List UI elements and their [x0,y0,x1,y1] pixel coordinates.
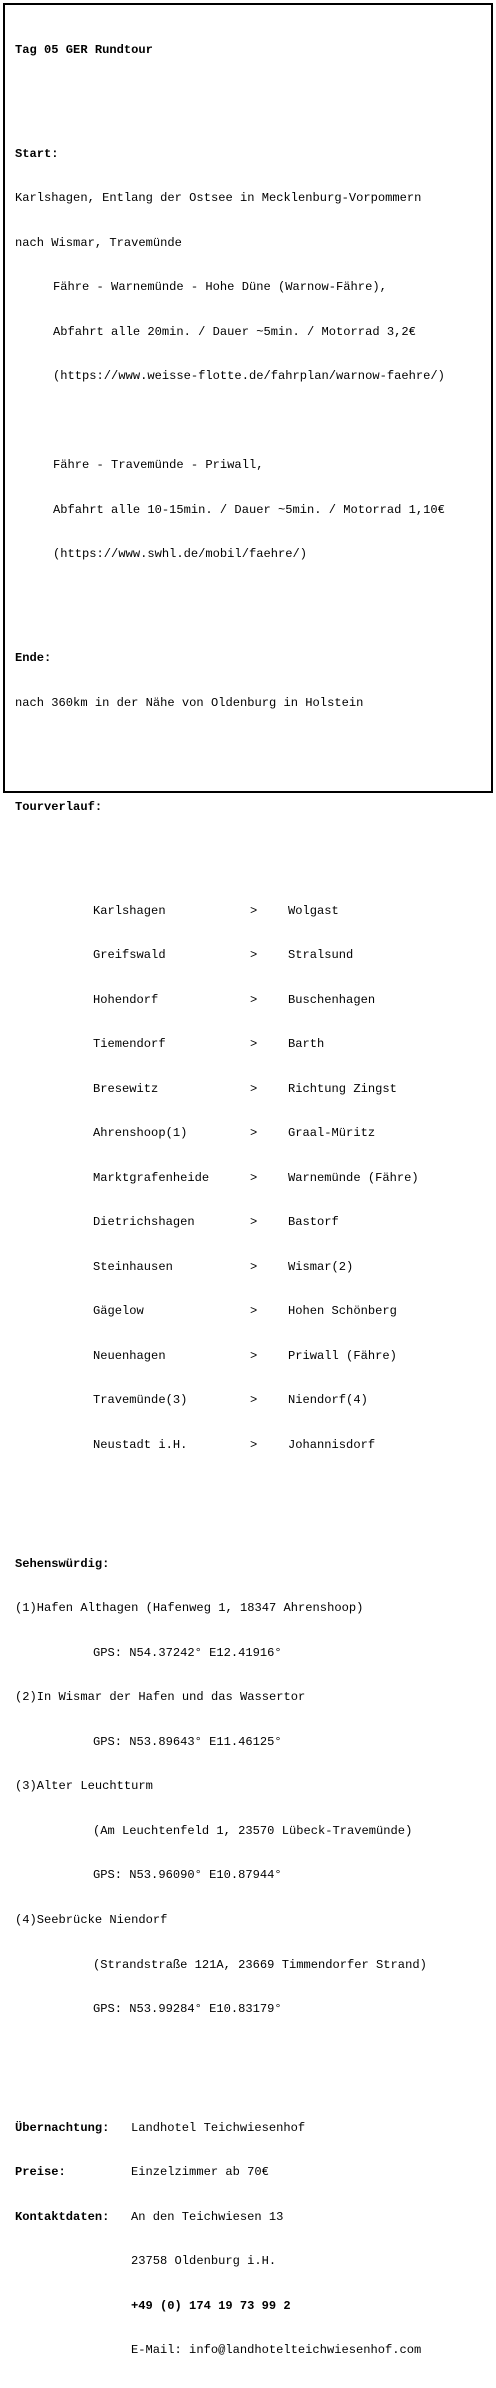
ferry2-url: (https://www.swhl.de/mobil/faehre/) [53,547,308,562]
route-arrow: > [250,1215,258,1230]
route-from: Karlshagen [93,903,166,918]
route-from: Gägelow [93,1304,144,1319]
route-to: Wismar(2) [288,1259,354,1274]
route-arrow: > [250,1081,258,1096]
kontakt-email[interactable]: E-Mail: info@landhotelteichwiesenhof.com [131,2343,422,2358]
route-arrow: > [250,1170,258,1185]
route-row [15,1215,485,1230]
route-to: Bastorf [288,1215,339,1230]
document-body [15,13,485,2388]
route-row [15,1438,485,1453]
tourverlauf-heading: Tourverlauf: [15,799,103,814]
route-row [15,1393,485,1408]
route-from: Marktgrafenheide [93,1170,210,1185]
route-row [15,1304,485,1319]
poi-title: (1)Hafen Althagen (Hafenweg 1, 18347 Ahrenshoop) [15,1601,364,1616]
kontakt-row [15,2210,485,2225]
spacer [15,414,485,429]
route-row [15,1171,485,1186]
route-row [15,1260,485,1275]
ferry2-line: Fähre - Travemünde - Priwall, [53,458,264,473]
route-arrow: > [250,1037,258,1052]
spacer [15,844,485,859]
preise-label: Preise: [15,2165,66,2180]
route-arrow: > [250,992,258,1007]
route-to: Buschenhagen [288,992,376,1007]
route-row [15,1037,485,1052]
route-from: Greifswald [93,948,166,963]
route-from: Neuenhagen [93,1348,166,1363]
spacer [15,740,485,755]
route-from: Travemünde(3) [93,1393,188,1408]
spacer [15,592,485,607]
poi-title: (4)Seebrücke Niendorf [15,1913,168,1927]
document-page [3,3,493,2358]
poi-gps: GPS: N53.96090° E10.87944° [93,1868,282,1883]
kontakt-row [15,2343,485,2358]
route-from: Dietrichshagen [93,1215,195,1230]
route-to: Niendorf(4) [288,1393,368,1408]
kontakt-row [15,2299,485,2314]
ende-heading: Ende: [15,651,52,666]
uebernachtung-label: Übernachtung: [15,2120,110,2135]
route-from: Bresewitz [93,1081,159,1096]
route-to: Graal-Müritz [288,1126,376,1141]
ferry1-url: (https://www.weisse-flotte.de/fahrplan/warnow-faehre/) [53,369,445,384]
preise-value: Einzelzimmer ab 70€ [131,2165,269,2180]
kontakt-city: 23758 Oldenburg i.H. [131,2254,277,2269]
start-line: Karlshagen, Entlang der Ostsee in Mecklenburg-Vorpommern [15,191,422,206]
start-line: nach Wismar, Travemünde [15,235,182,250]
route-to: Johannisdorf [288,1438,376,1452]
route-to: Stralsund [288,948,354,963]
route-arrow: > [250,1348,258,1363]
kontakt-row [15,2254,485,2269]
ferry1-line: Fähre - Warnemünde - Hohe Düne (Warnow-Fähre), [53,280,387,295]
poi-gps: GPS: N53.99284° E10.83179° [93,2002,282,2017]
document-title: Tag 05 GER Rundtour [15,42,153,57]
poi-gps: GPS: N53.89643° E11.46125° [93,1734,282,1749]
route-row [15,904,485,919]
route-from: Steinhausen [93,1259,173,1274]
route-to: Barth [288,1037,325,1052]
route-arrow: > [250,1393,258,1408]
poi-title: (2)In Wismar der Hafen und das Wassertor [15,1690,306,1705]
route-row [15,1349,485,1364]
route-to: Priwall (Fähre) [288,1348,397,1363]
ende-text: nach 360km in der Nähe von Oldenburg in Holstein [15,695,364,710]
ferry2-line: Abfahrt alle 10-15min. / Dauer ~5min. / Motorrad 1,10€ [53,502,445,517]
route-arrow: > [250,948,258,963]
route-to: Warnemünde (Fähre) [288,1170,419,1185]
preise-row [15,2165,485,2180]
spacer [15,87,485,102]
route-arrow: > [250,1126,258,1141]
route-row [15,1126,485,1141]
spacer [15,1497,485,1512]
uebernachtung-value: Landhotel Teichwiesenhof [131,2120,306,2135]
poi-gps: GPS: N54.37242° E12.41916° [93,1645,282,1660]
route-to: Wolgast [288,903,339,918]
spacer [15,2061,485,2076]
route-from: Hohendorf [93,992,159,1007]
route-arrow: > [250,903,258,918]
ferry1-line: Abfahrt alle 20min. / Dauer ~5min. / Motorrad 3,2€ [53,324,416,339]
route-to: Hohen Schönberg [288,1304,397,1319]
route-arrow: > [250,1438,258,1452]
route-from: Ahrenshoop(1) [93,1126,188,1141]
route-from: Tiemendorf [93,1037,166,1052]
route-row [15,1082,485,1097]
kontakt-phone: +49 (0) 174 19 73 99 2 [131,2298,291,2313]
poi-address: (Strandstraße 121A, 23669 Timmendorfer Strand) [93,1957,427,1972]
route-to: Richtung Zingst [288,1081,397,1096]
route-from: Neustadt i.H. [93,1438,188,1452]
start-heading: Start: [15,146,59,161]
poi-title: (3)Alter Leuchtturm [15,1779,153,1794]
route-row [15,948,485,963]
uebernachtung-row [15,2121,485,2136]
route-row [15,993,485,1008]
route-arrow: > [250,1259,258,1274]
sehenswuerdig-heading: Sehenswürdig: [15,1556,110,1571]
route-arrow: > [250,1304,258,1319]
kontakt-label: Kontaktdaten: [15,2209,110,2224]
kontakt-address: An den Teichwiesen 13 [131,2209,284,2224]
poi-address: (Am Leuchtenfeld 1, 23570 Lübeck-Travemünde) [93,1823,413,1838]
